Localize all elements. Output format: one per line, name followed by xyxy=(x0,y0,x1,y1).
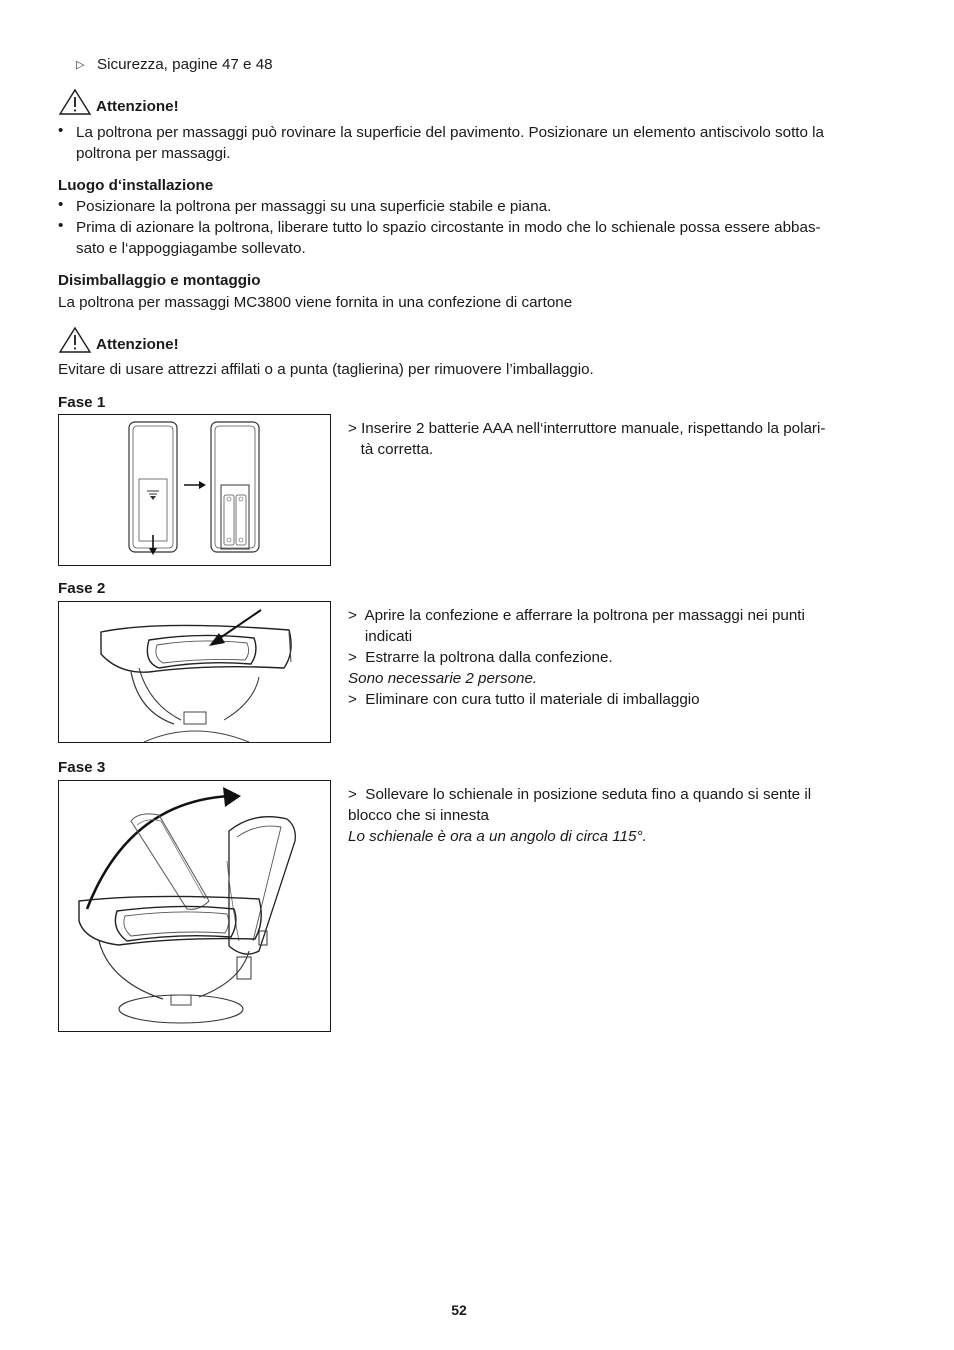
step-2-note: Sono necessarie 2 persone. xyxy=(348,670,538,687)
warning-2-text: Evitare di usare attrezzi affilati o a punta (taglierina) per rimuovere l’imballaggio. xyxy=(58,361,594,378)
installation-bullet-2-line-1: Prima di azionare la poltrona, liberare tutto lo spazio circostante in modo che lo schienale possa essere abbas- xyxy=(76,219,821,236)
installation-bullet-2-line-2: sato e l‘appoggiagambe sollevato. xyxy=(76,240,306,257)
step-2-line-5: > Eliminare con cura tutto il materiale di imballaggio xyxy=(348,691,700,708)
intro-text: Sicurezza, pagine 47 e 48 xyxy=(97,56,273,73)
warning-1 xyxy=(58,88,179,116)
warning-icon xyxy=(58,326,92,354)
warning-icon xyxy=(58,88,92,116)
warning-1-line-1: La poltrona per massaggi può rovinare la superficie del pavimento. Posizionare un elemento antiscivolo sotto la xyxy=(76,124,824,141)
warning-1-title: Attenzione! xyxy=(96,98,179,115)
step-1-title: Fase 1 xyxy=(58,394,106,411)
installation-heading: Luogo d‘installazione xyxy=(58,177,214,194)
chair-lifting-illustration xyxy=(59,602,330,742)
step-1-line-2: tà corretta. xyxy=(348,441,434,458)
step-1-figure xyxy=(58,414,331,566)
intro-marker: ▷ xyxy=(76,59,85,71)
remote-battery-illustration xyxy=(59,415,330,565)
chair-backrest-illustration xyxy=(59,781,330,1031)
bullet-marker: • xyxy=(58,196,64,213)
step-1-line-1: > Inserire 2 batterie AAA nell‘interruttore manuale, rispettando la polari- xyxy=(348,420,826,437)
step-2-title: Fase 2 xyxy=(58,580,106,597)
bullet-marker: • xyxy=(58,217,64,234)
step-2-line-3: > Estrarre la poltrona dalla confezione. xyxy=(348,649,613,666)
step-3-figure xyxy=(58,780,331,1032)
page-number: 52 xyxy=(451,1302,467,1318)
bullet-marker: • xyxy=(58,122,64,139)
step-2-figure xyxy=(58,601,331,743)
step-2-line-1: > Aprire la confezione e afferrare la poltrona per massaggi nei punti xyxy=(348,607,805,624)
warning-2-title: Attenzione! xyxy=(96,336,179,353)
step-3-line-2: blocco che si innesta xyxy=(348,807,489,824)
installation-bullet-1: Posizionare la poltrona per massaggi su una superficie stabile e piana. xyxy=(76,198,552,215)
step-2-line-2: indicati xyxy=(348,628,413,645)
step-3-note: Lo schienale è ora a un angolo di circa 115°. xyxy=(348,828,647,845)
unpacking-text: La poltrona per massaggi MC3800 viene fornita in una confezione di cartone xyxy=(58,294,573,311)
unpacking-heading: Disimballaggio e montaggio xyxy=(58,272,261,289)
step-3-line-1: > Sollevare lo schienale in posizione seduta fino a quando si sente il xyxy=(348,786,812,803)
warning-2 xyxy=(58,326,179,354)
step-3-title: Fase 3 xyxy=(58,759,106,776)
warning-1-line-2: poltrona per massaggi. xyxy=(76,145,231,162)
